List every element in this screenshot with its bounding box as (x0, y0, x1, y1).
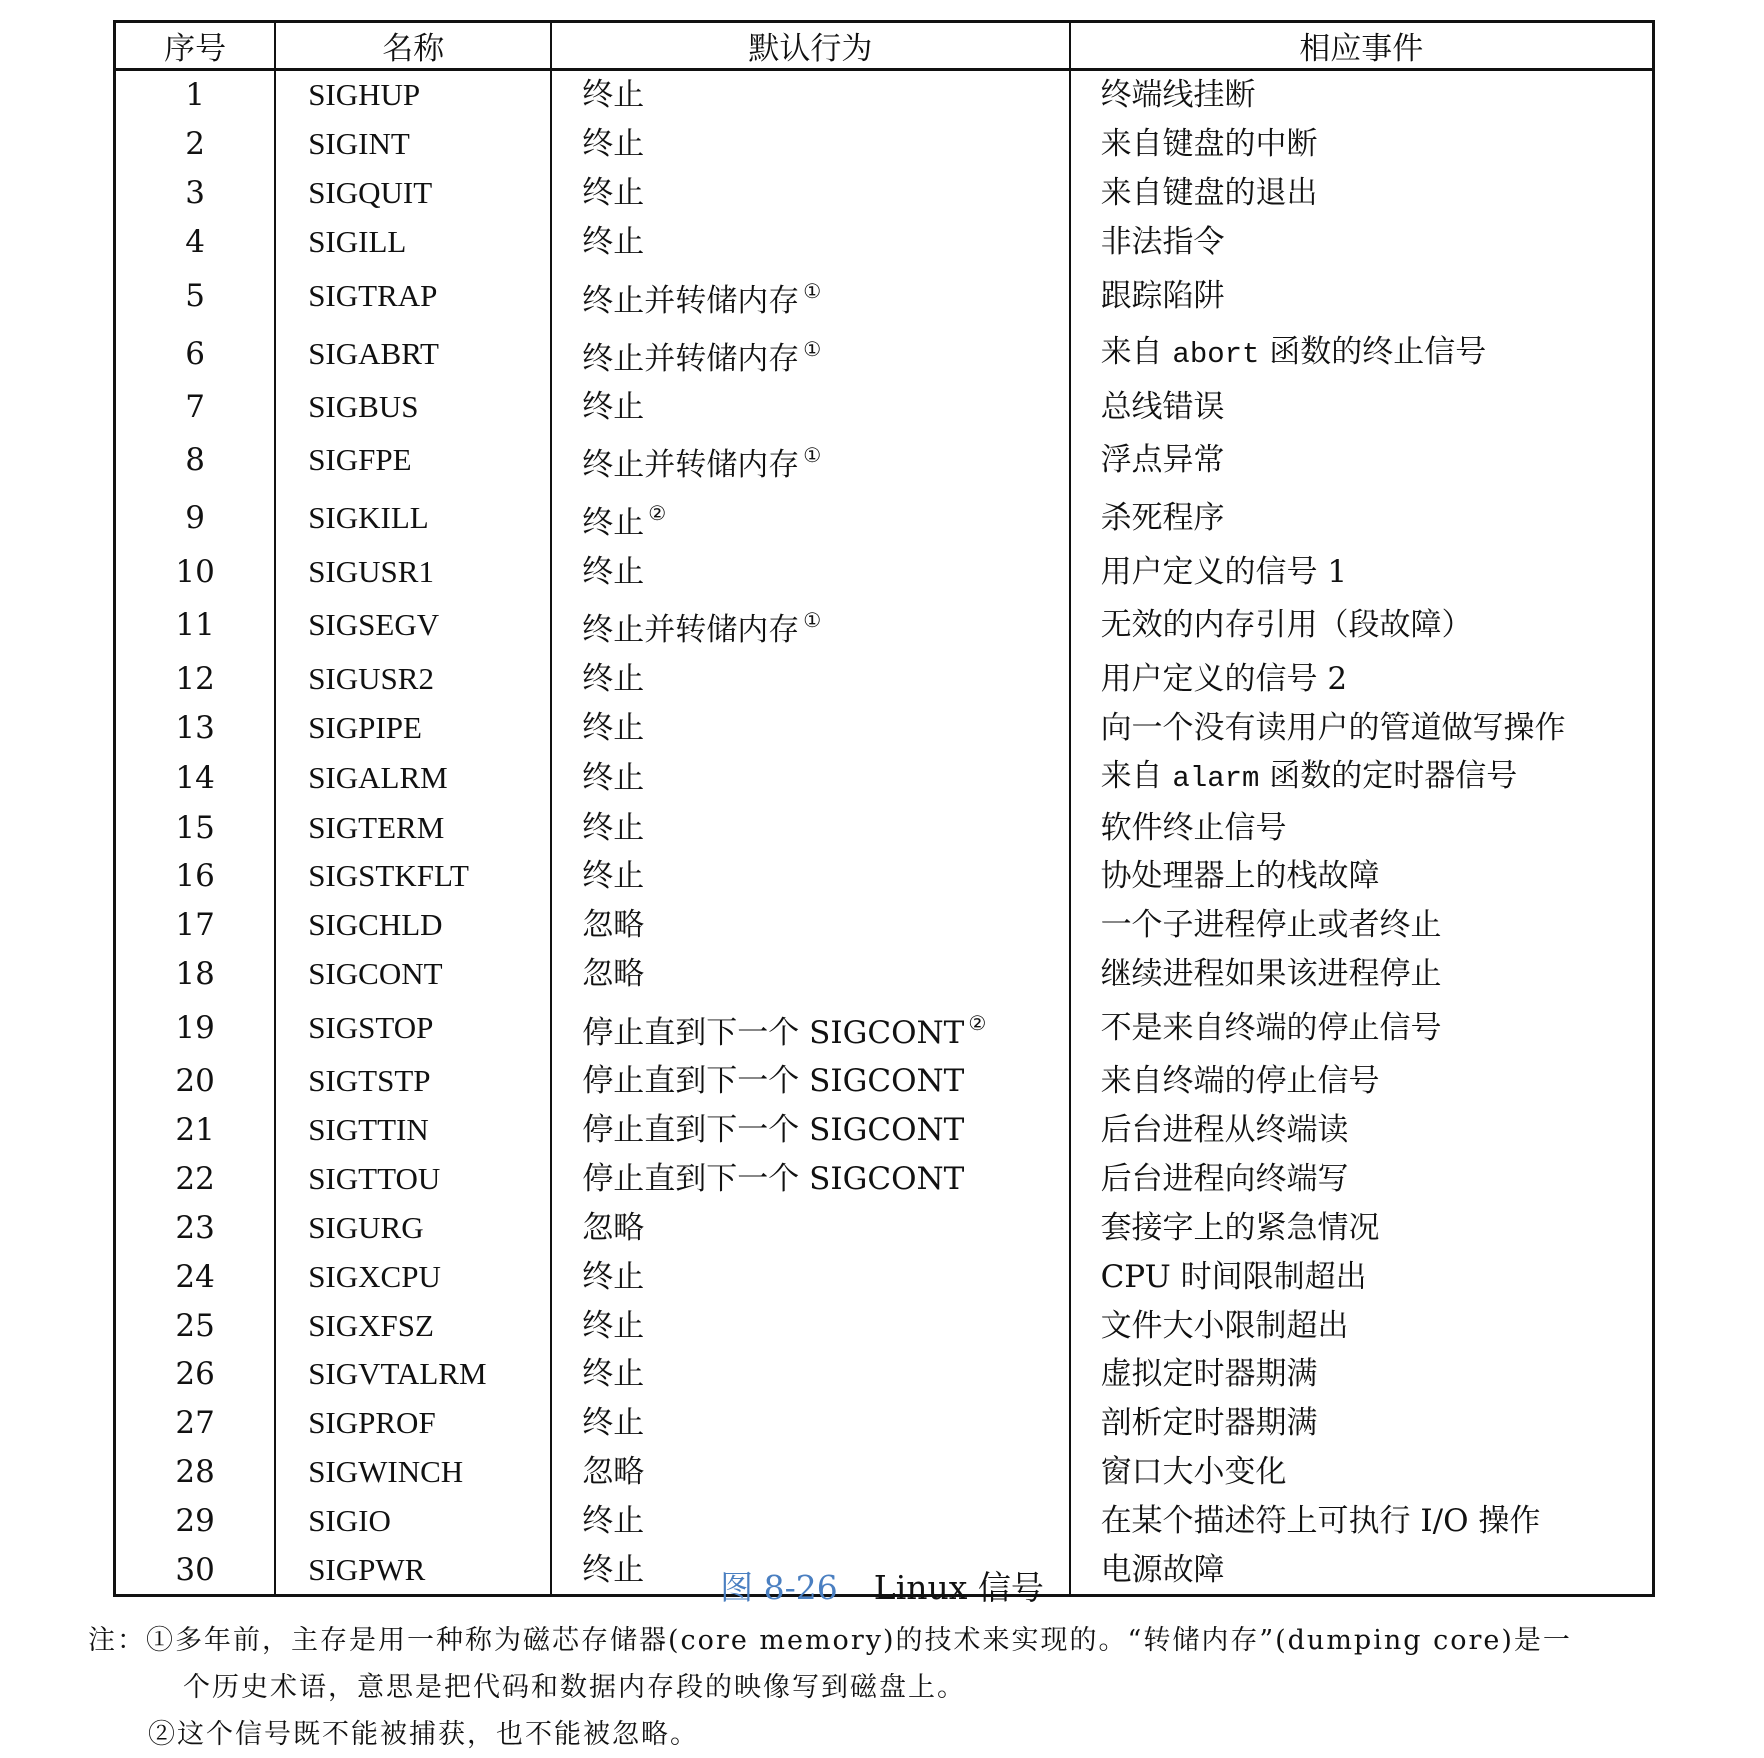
default-action (551, 267, 1069, 325)
signal-name: SIGTSTP (275, 1057, 551, 1106)
figure-caption (0, 1562, 1764, 1609)
default-action (551, 852, 1069, 901)
signal-number: 21 (115, 1106, 276, 1155)
signal-number: 20 (115, 1057, 276, 1106)
header-default-action: 默认行为 (551, 22, 1069, 70)
table-row (115, 1448, 1654, 1497)
default-action-text: 终止 (582, 126, 645, 163)
signal-number: 15 (115, 803, 276, 852)
table-row (115, 1203, 1654, 1252)
default-action (551, 547, 1069, 596)
table-row (115, 999, 1654, 1057)
event-description: 协处理器上的栈故障 (1070, 852, 1654, 901)
signal-name: SIGTERM (275, 803, 551, 852)
signal-number: 5 (115, 267, 276, 325)
table-row (115, 120, 1654, 169)
event-description: 在某个描述符上可执行 I/O 操作 (1070, 1497, 1654, 1546)
signal-number: 29 (115, 1497, 276, 1546)
signal-name: SIGPROF (275, 1399, 551, 1448)
signal-name: SIGTRAP (275, 267, 551, 325)
signal-name: SIGPIPE (275, 703, 551, 752)
event-text: 函数的终止信号 (1259, 334, 1487, 371)
signal-name: SIGPWR (275, 1546, 551, 1596)
table-row (115, 267, 1654, 325)
header-number: 序号 (115, 22, 276, 70)
signal-name: SIGWINCH (275, 1448, 551, 1497)
default-action (551, 1203, 1069, 1252)
event-description: 不是来自终端的停止信号 (1070, 999, 1654, 1057)
default-action-text: 忽略 (582, 1209, 645, 1246)
signal-name: SIGXFSZ (275, 1301, 551, 1350)
event-description: 总线错误 (1070, 383, 1654, 432)
signal-number: 23 (115, 1203, 276, 1252)
signal-number: 28 (115, 1448, 276, 1497)
default-action-text: 停止直到下一个 SIGCONT (582, 1014, 965, 1051)
footnote-marker: ① (803, 608, 822, 633)
event-description: 非法指令 (1070, 218, 1654, 267)
event-description: 套接字上的紧急情况 (1070, 1203, 1654, 1252)
signal-number: 6 (115, 325, 276, 383)
default-action-text: 终止 (582, 858, 645, 895)
default-action-text: 终止并转储内存 (582, 612, 800, 649)
default-action-text: 终止 (582, 1356, 645, 1393)
default-action-text: 停止直到下一个 SIGCONT (582, 1063, 965, 1100)
default-action-text: 终止 (582, 809, 645, 846)
table-body (115, 70, 1654, 1596)
signal-number: 10 (115, 547, 276, 596)
default-action (551, 1154, 1069, 1203)
event-description: 来自键盘的退出 (1070, 169, 1654, 218)
table-row (115, 901, 1654, 950)
footnote-marker: ① (803, 336, 822, 361)
table-row (115, 1301, 1654, 1350)
event-description: CPU 时间限制超出 (1070, 1252, 1654, 1301)
default-action (551, 596, 1069, 654)
event-description: 后台进程从终端读 (1070, 1106, 1654, 1155)
table-row (115, 169, 1654, 218)
event-description: 跟踪陷阱 (1070, 267, 1654, 325)
default-action (551, 383, 1069, 432)
function-name: abort (1172, 338, 1260, 372)
signal-name: SIGIO (275, 1497, 551, 1546)
default-action-text: 停止直到下一个 SIGCONT (582, 1112, 965, 1149)
signal-name: SIGBUS (275, 383, 551, 432)
default-action (551, 999, 1069, 1057)
event-description: 剖析定时器期满 (1070, 1399, 1654, 1448)
signal-number: 8 (115, 431, 276, 489)
signal-name: SIGURG (275, 1203, 551, 1252)
default-action-text: 忽略 (582, 956, 645, 993)
default-action (551, 1399, 1069, 1448)
event-description: 后台进程向终端写 (1070, 1154, 1654, 1203)
signal-number: 4 (115, 218, 276, 267)
signal-number: 17 (115, 901, 276, 950)
event-description: 向一个没有读用户的管道做写操作 (1070, 703, 1654, 752)
event-description: 来自键盘的中断 (1070, 120, 1654, 169)
signal-number: 27 (115, 1399, 276, 1448)
default-action (551, 70, 1069, 120)
table-row (115, 1106, 1654, 1155)
table-row (115, 596, 1654, 654)
signal-number: 19 (115, 999, 276, 1057)
footnote-marker: ① (803, 443, 822, 468)
event-description (1070, 325, 1654, 383)
table-row (115, 950, 1654, 999)
signal-name: SIGHUP (275, 70, 551, 120)
table-row (115, 1057, 1654, 1106)
signal-number: 14 (115, 752, 276, 803)
table-row (115, 703, 1654, 752)
event-description: 无效的内存引用（段故障） (1070, 596, 1654, 654)
signal-name: SIGKILL (275, 489, 551, 547)
table-row (115, 1350, 1654, 1399)
event-description: 虚拟定时器期满 (1070, 1350, 1654, 1399)
signal-name: SIGCHLD (275, 901, 551, 950)
table-row (115, 1399, 1654, 1448)
table-row (115, 325, 1654, 383)
default-action (551, 1301, 1069, 1350)
signals-table (113, 20, 1655, 1597)
table-row (115, 70, 1654, 120)
default-action-text: 终止并转储内存 (582, 282, 800, 319)
event-description: 用户定义的信号 1 (1070, 547, 1654, 596)
signal-number: 18 (115, 950, 276, 999)
figure-number: 图 8-26 (720, 1568, 838, 1607)
table-row (115, 547, 1654, 596)
table-row (115, 803, 1654, 852)
signal-name: SIGSEGV (275, 596, 551, 654)
signal-name: SIGXCPU (275, 1252, 551, 1301)
signal-number: 25 (115, 1301, 276, 1350)
default-action (551, 1106, 1069, 1155)
table-row (115, 1252, 1654, 1301)
signal-name: SIGTTOU (275, 1154, 551, 1203)
signal-name: SIGSTOP (275, 999, 551, 1057)
default-action (551, 218, 1069, 267)
signal-number: 2 (115, 120, 276, 169)
event-description: 电源故障 (1070, 1546, 1654, 1596)
default-action (551, 654, 1069, 703)
table-row (115, 654, 1654, 703)
signal-number: 3 (115, 169, 276, 218)
default-action (551, 325, 1069, 383)
table-row (115, 218, 1654, 267)
signal-name: SIGINT (275, 120, 551, 169)
signal-name: SIGUSR2 (275, 654, 551, 703)
header-event: 相应事件 (1070, 22, 1654, 70)
signal-name: SIGALRM (275, 752, 551, 803)
signal-number: 12 (115, 654, 276, 703)
signal-name: SIGVTALRM (275, 1350, 551, 1399)
default-action-text: 终止 (582, 660, 645, 697)
footnote-1-line-1: 注：①多年前，主存是用一种称为磁芯存储器(core memory)的技术来实现的。“转储内存”(dumping core)是一 (88, 1625, 1572, 1656)
table-header (115, 22, 1654, 70)
event-description: 终端线挂断 (1070, 70, 1654, 120)
event-description: 来自终端的停止信号 (1070, 1057, 1654, 1106)
default-action-text: 终止 (582, 759, 645, 796)
signal-name: SIGQUIT (275, 169, 551, 218)
signal-number: 1 (115, 70, 276, 120)
event-description: 文件大小限制超出 (1070, 1301, 1654, 1350)
footnote-marker: ② (648, 501, 667, 526)
signal-number: 7 (115, 383, 276, 432)
signal-name: SIGTTIN (275, 1106, 551, 1155)
event-text: 函数的定时器信号 (1259, 758, 1518, 795)
signal-name: SIGCONT (275, 950, 551, 999)
default-action-text: 终止并转储内存 (582, 447, 800, 484)
event-description: 继续进程如果该进程停止 (1070, 950, 1654, 999)
default-action (551, 169, 1069, 218)
default-action (551, 120, 1069, 169)
default-action-text: 忽略 (582, 907, 645, 944)
default-action-text: 终止 (582, 1552, 645, 1589)
default-action (551, 752, 1069, 803)
default-action (551, 1497, 1069, 1546)
default-action-text: 终止并转储内存 (582, 340, 800, 377)
header-row (115, 22, 1654, 70)
default-action (551, 431, 1069, 489)
signal-number: 9 (115, 489, 276, 547)
default-action-text: 停止直到下一个 SIGCONT (582, 1160, 965, 1197)
signal-name: SIGILL (275, 218, 551, 267)
default-action (551, 1252, 1069, 1301)
event-description: 窗口大小变化 (1070, 1448, 1654, 1497)
default-action (551, 489, 1069, 547)
table-row (115, 1154, 1654, 1203)
footnote-marker: ② (968, 1010, 987, 1035)
default-action (551, 703, 1069, 752)
event-description: 杀死程序 (1070, 489, 1654, 547)
signal-number: 13 (115, 703, 276, 752)
signal-number: 11 (115, 596, 276, 654)
event-description (1070, 752, 1654, 803)
event-description: 一个子进程停止或者终止 (1070, 901, 1654, 950)
event-description: 浮点异常 (1070, 431, 1654, 489)
table-row (115, 431, 1654, 489)
table-row (115, 489, 1654, 547)
signal-name: SIGSTKFLT (275, 852, 551, 901)
default-action-text: 终止 (582, 1307, 645, 1344)
table-row (115, 752, 1654, 803)
footnotes (88, 1617, 1748, 1758)
table-row (115, 852, 1654, 901)
default-action-text: 终止 (582, 389, 645, 425)
signal-number: 24 (115, 1252, 276, 1301)
default-action-text: 终止 (582, 77, 645, 114)
default-action-text: 终止 (582, 224, 645, 261)
default-action-text: 终止 (582, 1405, 645, 1442)
signal-number: 30 (115, 1546, 276, 1596)
default-action-text: 终止 (582, 1258, 645, 1295)
default-action (551, 1448, 1069, 1497)
default-action (551, 950, 1069, 999)
signal-number: 22 (115, 1154, 276, 1203)
default-action-text: 终止 (582, 1503, 645, 1540)
signal-name: SIGUSR1 (275, 547, 551, 596)
signal-number: 26 (115, 1350, 276, 1399)
default-action (551, 1350, 1069, 1399)
default-action-text: 忽略 (582, 1454, 645, 1491)
event-text: 来自 (1100, 758, 1173, 795)
footnote-2: ②这个信号既不能被捕获，也不能被忽略。 (148, 1719, 699, 1750)
default-action (551, 901, 1069, 950)
default-action-text: 终止 (582, 175, 645, 212)
event-description: 软件终止信号 (1070, 803, 1654, 852)
event-description: 用户定义的信号 2 (1070, 654, 1654, 703)
default-action-text: 终止 (582, 505, 645, 542)
signal-number: 16 (115, 852, 276, 901)
function-name: alarm (1172, 762, 1260, 796)
figure-title: Linux 信号 (873, 1568, 1044, 1607)
signal-name: SIGABRT (275, 325, 551, 383)
header-name: 名称 (275, 22, 551, 70)
footnote-marker: ① (803, 278, 822, 303)
signal-name: SIGFPE (275, 431, 551, 489)
default-action-text: 终止 (582, 709, 645, 746)
default-action (551, 1057, 1069, 1106)
event-text: 来自 (1100, 334, 1173, 371)
default-action (551, 803, 1069, 852)
table-row (115, 1497, 1654, 1546)
footnote-1-line-2: 个历史术语，意思是把代码和数据内存段的映像写到磁盘上。 (183, 1672, 966, 1703)
table-row (115, 383, 1654, 432)
default-action-text: 终止 (582, 553, 645, 590)
